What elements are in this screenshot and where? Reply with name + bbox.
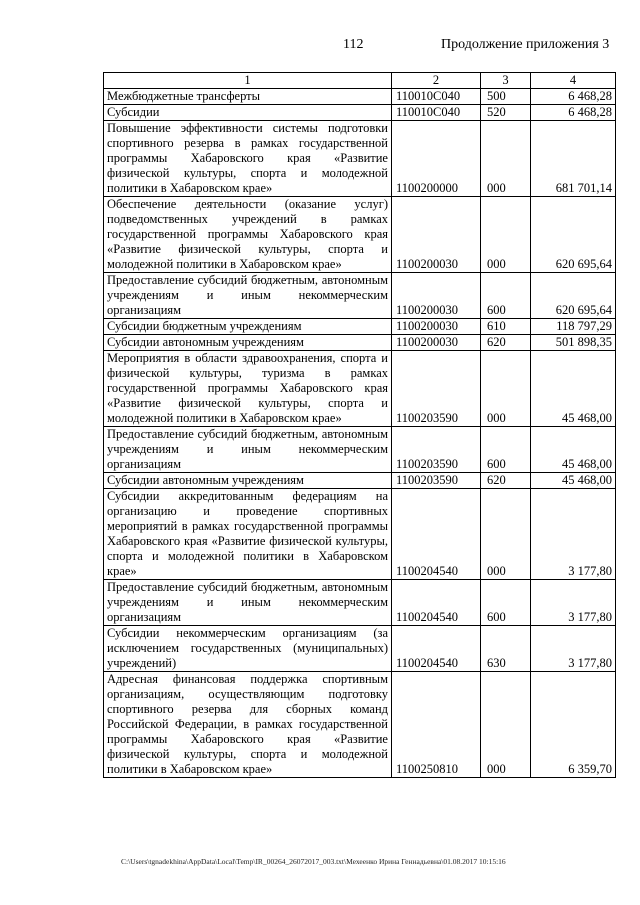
row-name: Мероприятия в области здравоохранения, спорта и физической культуры, туризма в рамках государственной программы Хабаровского края «Развитие физической культуры, спорта и молодежной политики в Хабаровском крае» [104,351,392,427]
row-vr: 500 [481,89,531,105]
table-row [104,351,616,427]
table-row [104,489,616,580]
row-vr: 000 [481,672,531,778]
table-row [104,89,616,105]
row-vr: 610 [481,319,531,335]
table-row [104,626,616,672]
row-name: Предоставление субсидий бюджетным, автономным учреждениям и иным некоммерческим организациям [104,427,392,473]
row-sum: 6 468,28 [531,105,616,121]
row-vr: 600 [481,580,531,626]
row-name: Повышение эффективности системы подготовки спортивного резерва в рамках государственной программы Хабаровского края «Развитие физической культуры, спорта и молодежной политики в Хабаровском крае» [104,121,392,197]
budget-table [103,72,616,778]
table-row [104,672,616,778]
row-name: Межбюджетные трансферты [104,89,392,105]
row-sum: 3 177,80 [531,580,616,626]
row-name: Адресная финансовая поддержка спортивным организациям, осуществляющим подготовку спортивного резерва для сборных команд Российской Федерации, в рамках государственной программы Хабаровского края «Развитие физической культуры, спорта и молодежной политики в Хабаровском крае» [104,672,392,778]
table-row [104,427,616,473]
table-row [104,473,616,489]
row-sum: 6 468,28 [531,89,616,105]
page-number: 112 [343,37,364,52]
row-code: 1100250810 [392,672,481,778]
table-row [104,105,616,121]
table-header-row [104,73,616,89]
row-vr: 000 [481,489,531,580]
row-vr: 600 [481,273,531,319]
row-vr: 000 [481,351,531,427]
row-sum: 3 177,80 [531,489,616,580]
row-code: 1100200030 [392,273,481,319]
row-vr: 620 [481,335,531,351]
row-sum: 501 898,35 [531,335,616,351]
row-name: Субсидии аккредитованным федерациям на организацию и проведение спортивных мероприятий в рамках государственной программы Хабаровского края «Развитие физической культуры, спорта и молодежной политики в Хабаровском крае» [104,489,392,580]
row-code: 1100203590 [392,427,481,473]
row-code: 1100203590 [392,351,481,427]
row-code: 1100200030 [392,335,481,351]
row-name: Субсидии [104,105,392,121]
row-name: Субсидии автономным учреждениям [104,335,392,351]
row-name: Обеспечение деятельности (оказание услуг) подведомственных учреждений в рамках государственной программы Хабаровского края «Развитие физической культуры, спорта и молодежной политики в Хабаровском крае» [104,197,392,273]
row-code: 1100204540 [392,580,481,626]
table-row [104,273,616,319]
row-vr: 600 [481,427,531,473]
row-sum: 45 468,00 [531,427,616,473]
column-header: 4 [531,73,616,89]
table-row [104,335,616,351]
row-name: Предоставление субсидий бюджетным, автономным учреждениям и иным некоммерческим организациям [104,580,392,626]
column-header: 1 [104,73,392,89]
row-code: 1100200030 [392,319,481,335]
row-vr: 630 [481,626,531,672]
footer-file-path: C:\Users\tgnadekhina\AppData\Local\Temp\IR_00264_26072017_003.txt\Мехеенко Ирина Геннадьевна\01.08.2017 10:15:16 [121,857,506,866]
continuation-label: Продолжение приложения 3 [441,37,610,52]
column-header: 3 [481,73,531,89]
table-row [104,197,616,273]
row-code: 1100203590 [392,473,481,489]
row-sum: 620 695,64 [531,273,616,319]
row-code: 1100204540 [392,489,481,580]
row-code: 1100200000 [392,121,481,197]
row-code: 110010С040 [392,89,481,105]
row-name: Субсидии автономным учреждениям [104,473,392,489]
column-header: 2 [392,73,481,89]
row-name: Субсидии бюджетным учреждениям [104,319,392,335]
table-row [104,121,616,197]
row-vr: 520 [481,105,531,121]
row-sum: 681 701,14 [531,121,616,197]
row-sum: 45 468,00 [531,473,616,489]
row-sum: 3 177,80 [531,626,616,672]
row-code: 110010С040 [392,105,481,121]
row-vr: 620 [481,473,531,489]
table-row [104,319,616,335]
row-code: 1100204540 [392,626,481,672]
row-vr: 000 [481,197,531,273]
row-sum: 620 695,64 [531,197,616,273]
row-name: Предоставление субсидий бюджетным, автономным учреждениям и иным некоммерческим организациям [104,273,392,319]
row-name: Субсидии некоммерческим организациям (за исключением государственных (муниципальных) учреждений) [104,626,392,672]
row-code: 1100200030 [392,197,481,273]
table-row [104,580,616,626]
row-sum: 6 359,70 [531,672,616,778]
row-sum: 118 797,29 [531,319,616,335]
row-vr: 000 [481,121,531,197]
row-sum: 45 468,00 [531,351,616,427]
